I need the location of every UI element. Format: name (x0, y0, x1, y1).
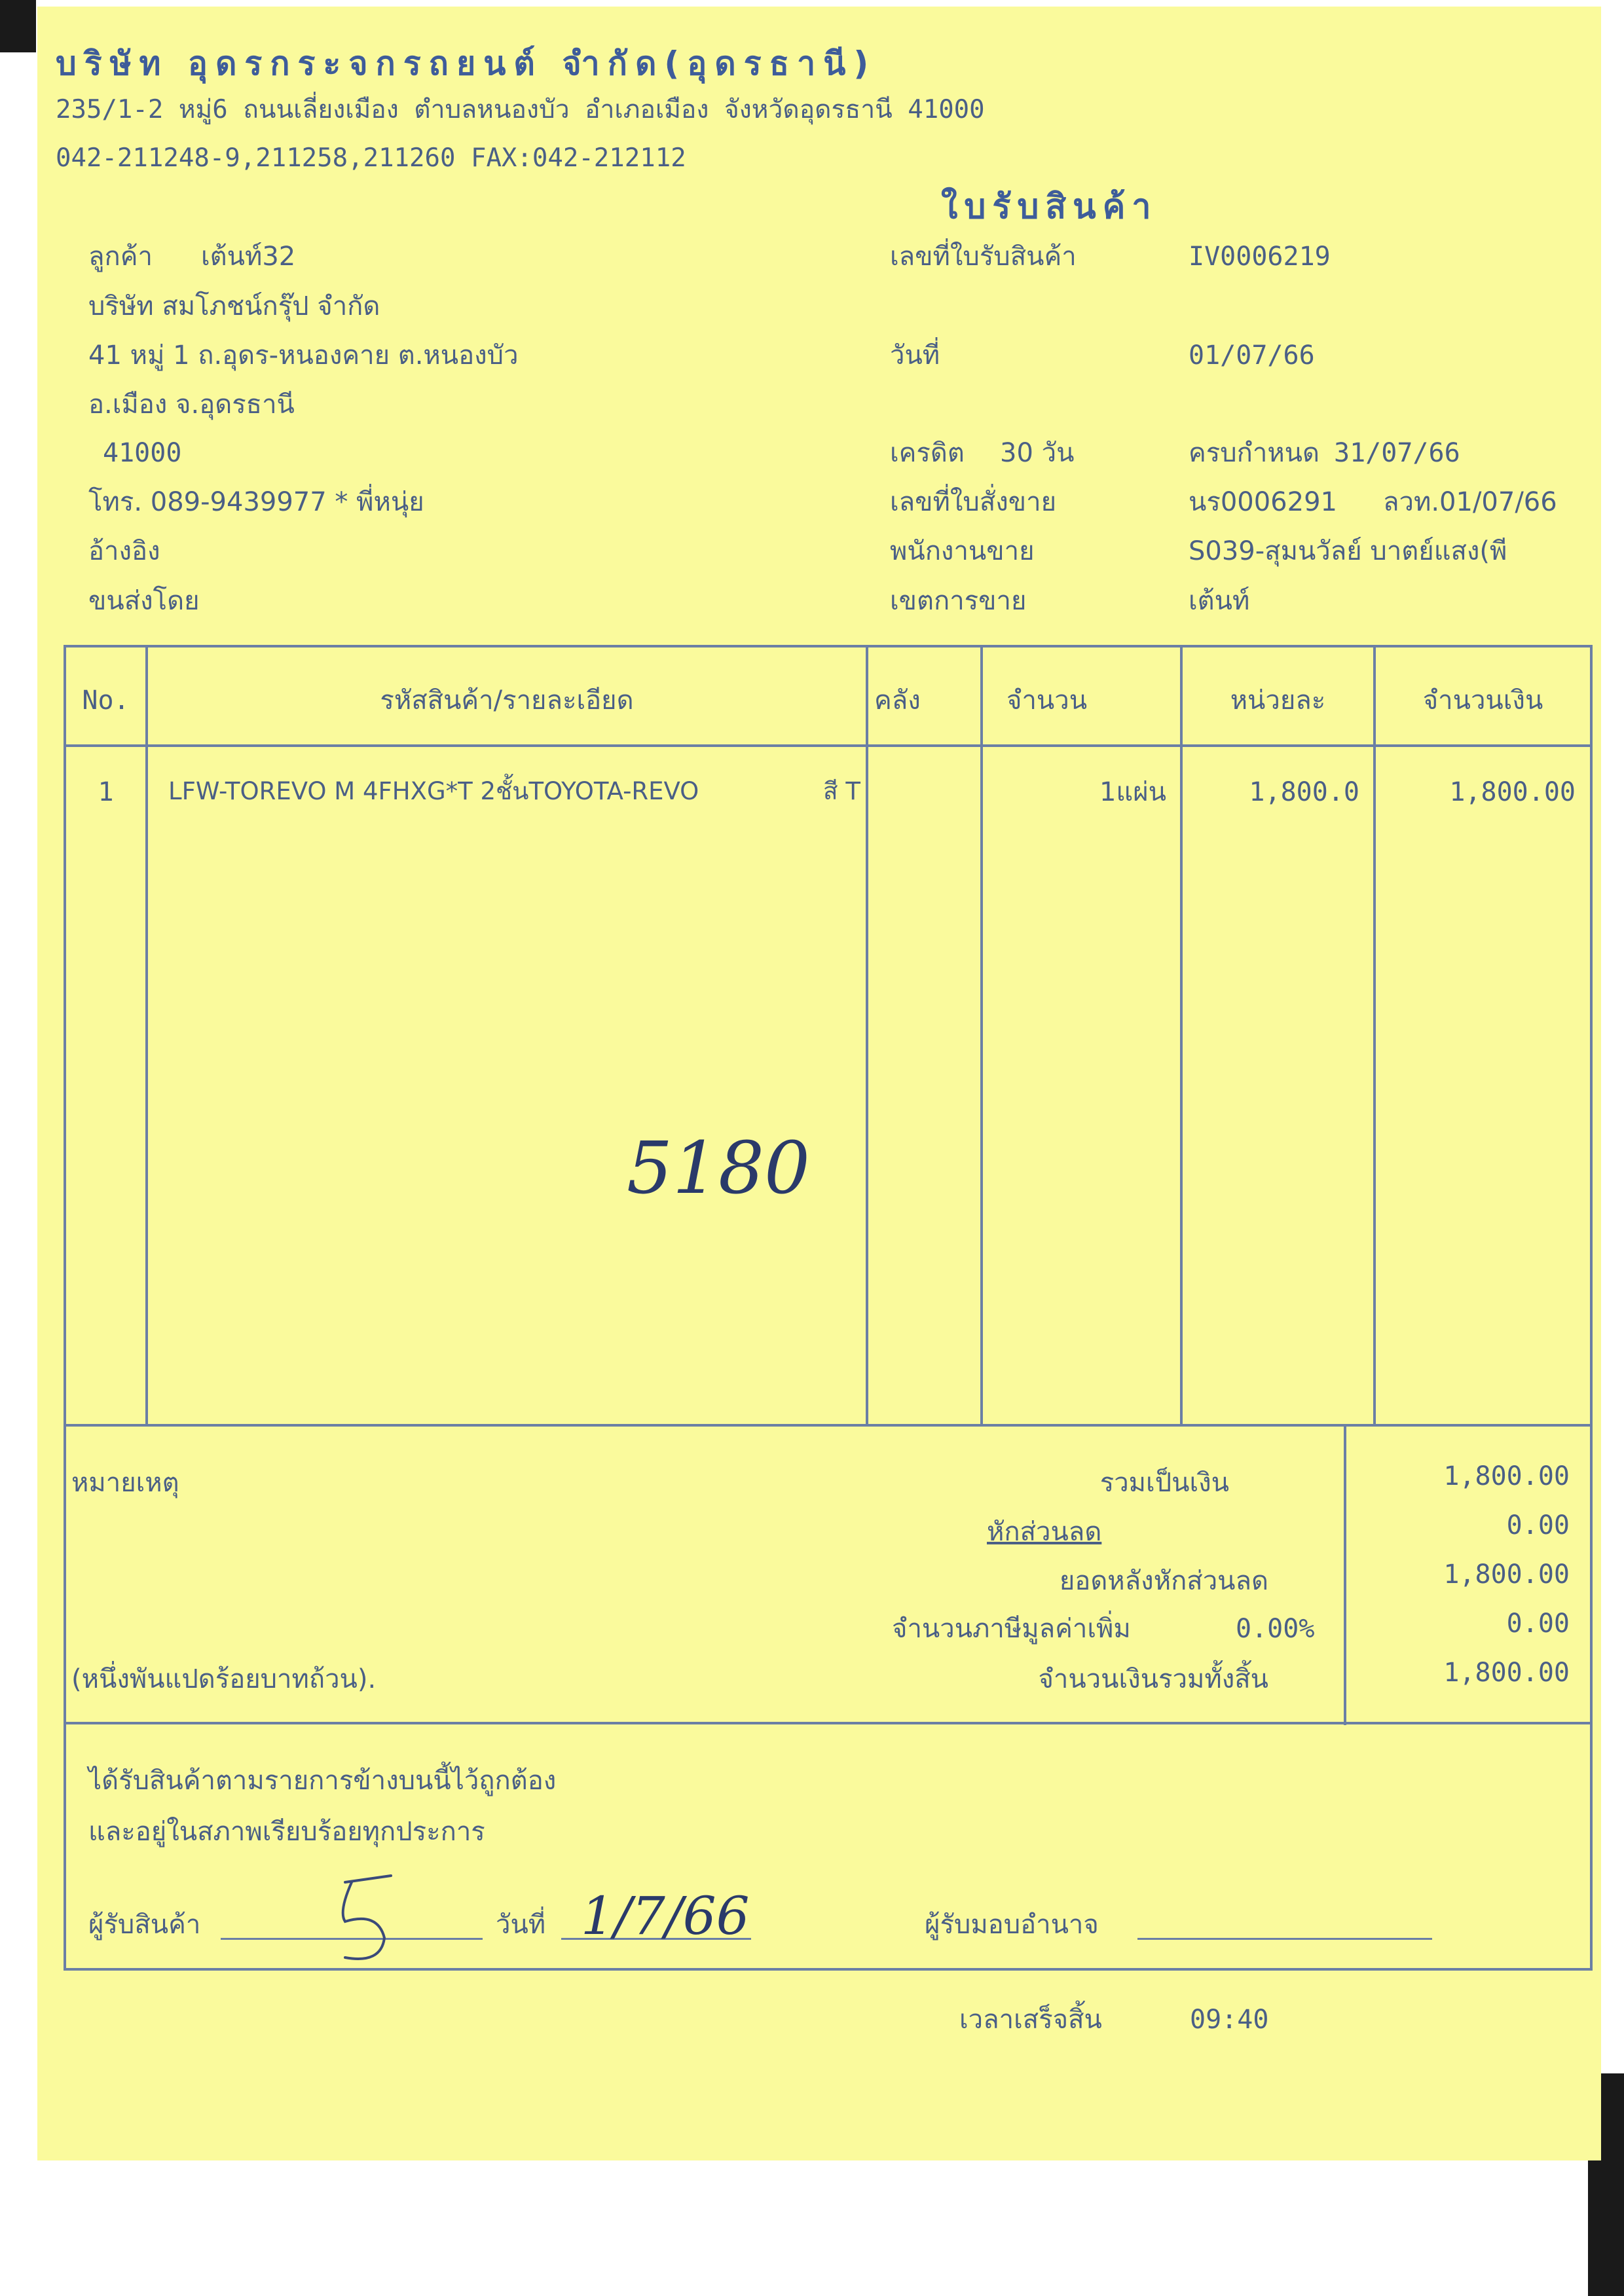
receipt-no-label: เลขที่ใบรับสินค้า (890, 242, 1077, 272)
row-color: สี T (823, 777, 860, 805)
receiver-label: ผู้รับสินค้า (88, 1910, 201, 1940)
credit-days: 30 วัน (1000, 438, 1075, 468)
row-amount: 1,800.00 (1449, 777, 1576, 807)
company-phone: 042-211248-9,211258,211260 FAX:042-212112 (56, 143, 686, 173)
row-no: 1 (98, 777, 114, 807)
customer-phone: โทร. 089-9439977 * พี่หนุ่ย (88, 487, 424, 517)
date-label: วันที่ (890, 340, 940, 371)
order-no-label: เลขที่ใบสั่งขาย (890, 487, 1057, 517)
subtotal-label: รวมเป็นเงิน (1099, 1468, 1229, 1498)
customer-label: ลูกค้า (88, 242, 153, 272)
finish-time: 09:40 (1190, 2005, 1269, 2035)
vat-label: จำนวนภาษีมูลค่าเพิ่ม (892, 1614, 1131, 1644)
after-discount-label: ยอดหลังหักส่วนลด (1059, 1566, 1268, 1596)
vat-rate: 0.00% (1236, 1614, 1315, 1644)
handwritten-note: 5180 (627, 1126, 810, 1210)
col-header-quantity: จำนวน (1006, 685, 1088, 716)
col-header-no: No. (82, 685, 130, 716)
col-header-description: รหัสสินค้า/รายละเอียด (380, 685, 634, 716)
amount-in-words: (หนึ่งพันแปดร้อยบาทถ้วน). (71, 1664, 377, 1694)
receipt-paper (37, 7, 1601, 2160)
confirm-line-1: ได้รับสินค้าตามรายการข้างบนนี้ไว้ถูกต้อง (88, 1766, 557, 1796)
sales-area: เต้นท์ (1189, 586, 1250, 616)
col-header-unit-price: หน่วยละ (1230, 685, 1326, 716)
finish-time-label: เวลาเสร็จสิ้น (959, 2005, 1102, 2035)
confirm-line-2: และอยู่ในสภาพเรียบร้อยทุกประการ (88, 1817, 485, 1847)
shipping-label: ขนส่งโดย (88, 586, 200, 616)
grand-total-label: จำนวนเงินรวมทั้งสิ้น (1038, 1664, 1268, 1694)
credit-label: เครดิต (890, 438, 965, 468)
customer-code: เต้นท์32 (201, 242, 296, 272)
row-unit-price: 1,800.0 (1249, 777, 1359, 807)
subtotal-value: 1,800.00 (1443, 1461, 1570, 1491)
authorized-label: ผู้รับมอบอำนาจ (925, 1910, 1099, 1940)
scan-edge-left (0, 0, 36, 52)
salesperson: S039-สุมนวัลย์ บาตย์แสง(พี (1189, 536, 1507, 566)
customer-address-2: อ.เมือง จ.อุดรธานี (88, 390, 295, 420)
remarks-label: หมายเหตุ (71, 1468, 179, 1498)
customer-name: บริษัท สมโภชน์กรุ๊ป จำกัด (88, 291, 380, 321)
grand-total-value: 1,800.00 (1443, 1658, 1570, 1688)
row-description: LFW-TOREVO M 4FHXG*T 2ชั้นTOYOTA-REVO (168, 777, 699, 805)
date-value: 01/07/66 (1189, 340, 1315, 371)
due-label: ครบกำหนด (1189, 438, 1320, 468)
vat-value: 0.00 (1506, 1609, 1570, 1639)
reference-label: อ้างอิง (88, 536, 160, 566)
salesperson-label: พนักงานขาย (890, 536, 1035, 566)
customer-postcode: 41000 (103, 438, 182, 468)
discount-value: 0.00 (1506, 1510, 1570, 1540)
sales-area-label: เขตการขาย (890, 586, 1027, 616)
col-header-amount: จำนวนเงิน (1422, 685, 1543, 716)
receiver-signature (325, 1872, 424, 1991)
row-quantity: 1แผ่น (1099, 777, 1166, 807)
col-header-warehouse: คลัง (874, 685, 921, 716)
due-date: 31/07/66 (1334, 438, 1460, 468)
company-address: 235/1-2 หมู่6 ถนนเลี่ยงเมือง ตำบลหนองบัว อำเภอเมือง จังหวัดอุดรธานี 41000 (56, 95, 985, 124)
order-no: นร0006291 (1189, 487, 1337, 517)
handwritten-date: 1/7/66 (581, 1886, 750, 1946)
after-discount-value: 1,800.00 (1443, 1559, 1570, 1590)
customer-address-1: 41 หมู่ 1 ถ.อุดร-หนองคาย ต.หนองบัว (88, 340, 519, 371)
document-title: ใบรับสินค้า (941, 187, 1158, 227)
authorized-signature-line (1137, 1938, 1432, 1940)
company-name: บริษัท อุดรกระจกรถยนต์ จำกัด(อุดรธานี) (56, 45, 877, 82)
discount-label: หักส่วนลด (987, 1517, 1102, 1547)
receipt-no: IV0006219 (1189, 242, 1331, 272)
order-date: ลวท.01/07/66 (1383, 487, 1557, 517)
receipt-date-label: วันที่ (496, 1910, 546, 1940)
